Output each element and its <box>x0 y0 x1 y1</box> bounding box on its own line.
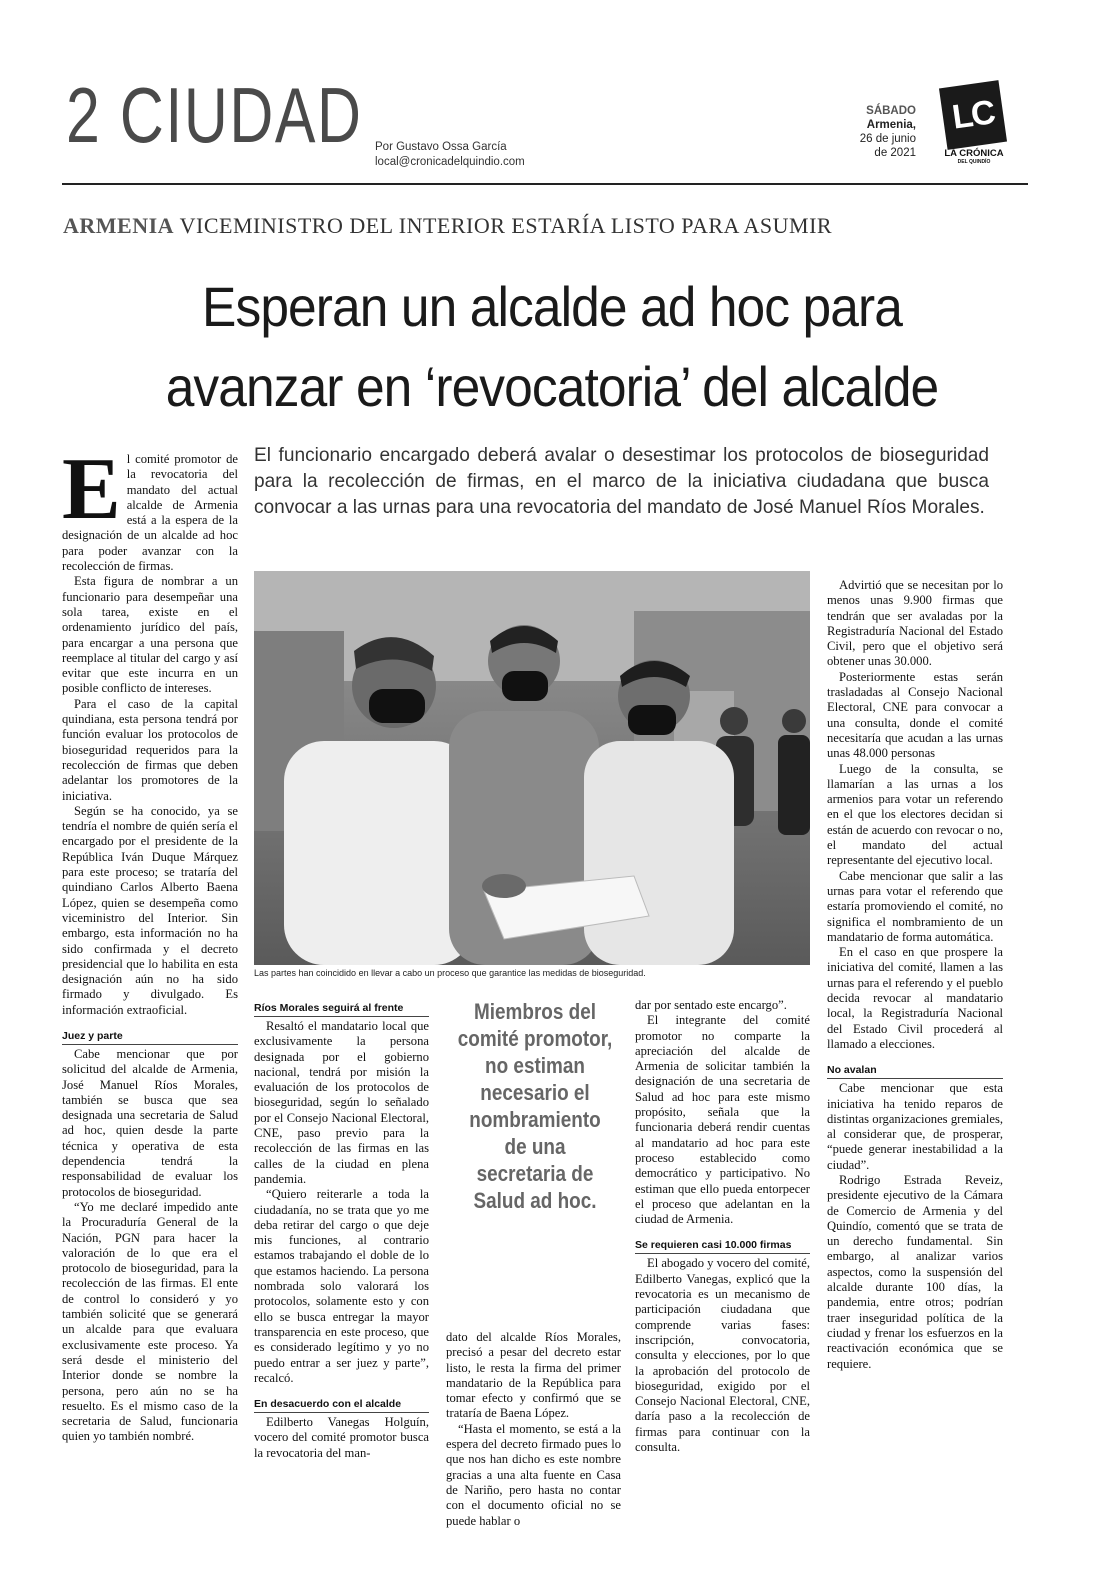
kicker-text: VICEMINISTRO DEL INTERIOR ESTARÍA LISTO PARA ASUMIR <box>179 213 833 238</box>
author-email[interactable]: local@cronicadelquindio.com <box>375 156 525 168</box>
paragraph: Cabe mencionar que esta iniciativa ha tenido reparos de distintas organizaciones gremiales, al considerar que, de prosperar, “puede generar inestabilidad a la ciudad”. <box>827 1081 1003 1172</box>
pull-quote: Miembros del comité promotor, no estiman necesario el nombramiento de una secretaria de Salud ad hoc. <box>457 999 613 1213</box>
newspaper-logo: LC <box>939 80 1007 150</box>
paragraph: En el caso en que prospere la iniciativa del comité, llamen a las urnas para el referendo y el pueblo decida revocar al mandatario local, la Registraduría Nacional del Estado Civil procederá al llamado a elecciones. <box>827 945 1003 1051</box>
subheading: No avalan <box>827 1064 1003 1079</box>
paragraph: “Yo me declaré impedido ante la Procuraduría General de la Nación, PGN para hacer la valoración de lo que era el protocolo de bioseguridad, para la recolección de las firmas. El ente de control lo consideró y yo también solicité que se generará un alcalde para que evaluara exclusivamente este proceso. Ya será desde el ministerio del Interior donde se nombre la persona, pero aún no se ha resuelto. Es el mismo caso de la secretaria de Salud, funcionaria quien yo también nombré. <box>62 1199 238 1444</box>
paragraph: Esta figura de nombrar a un funcionario para desempeñar una sola tarea, existe en el ordenamiento jurídico del país, para encargar a una persona que reemplace al titular del cargo y así evitar que este incurra en un posible conflicto de intereses. <box>62 574 238 696</box>
paragraph: “Quiero reiterarle a toda la ciudadanía, no se trata que yo me deba retirar del cargo o que deje mis funciones, al contrario estamos trabajando el doble de lo que estamos haciendo. La persona nombrada solo valorará los protocolos, solamente esto y con ello se busca entregar la mayor transparencia en este proceso, que es considerado legítimo y yo no puedo entrar a ser juez y parte”, recalcó. <box>254 1187 429 1385</box>
paragraph: Advirtió que se necesitan por lo menos unas 9.900 firmas que tendrán que ser avaladas por la Registraduría Nacional del Estado Civil, pero que el objetivo será obtener unas 30.000. <box>827 578 1003 669</box>
paragraph: Edilberto Vanegas Holguín, vocero del comité promotor busca la revocatoria del man- <box>254 1415 429 1460</box>
column-4 <box>635 998 810 1455</box>
newspaper-logo-name: LA CRÓNICA DEL QUINDÍO <box>944 148 1004 165</box>
subheading: Se requieren casi 10.000 firmas <box>635 1239 810 1254</box>
date-line-2: de 2021 <box>874 147 916 159</box>
kicker-place: ARMENIA <box>63 213 175 238</box>
subheading: Juez y parte <box>62 1030 238 1045</box>
byline <box>375 140 525 170</box>
subheading: En desacuerdo con el alcalde <box>254 1398 429 1413</box>
date-line-1: 26 de junio <box>859 133 916 145</box>
deck: El funcionario encargado deberá avalar o desestimar los protocolos de bioseguridad para la recolección de firmas, en el marco de la iniciativa ciudadana que busca convocar a las urnas para una revocatoria del mandato de José Manuel Ríos Morales. <box>254 444 989 518</box>
column-2 <box>254 1002 429 1461</box>
paragraph: Cabe mencionar que por solicitud del alcalde de Armenia, José Manuel Ríos Morales, también se busca que sea designada una secretaria de Salud ad hoc, quien desde la parte técnica y operativa de esta dependencia tendrá la responsabilidad de evaluar los protocolos de bioseguridad. <box>62 1046 238 1199</box>
paragraph: Cabe mencionar que salir a las urnas para votar el referendo que estaría promoviendo el comité, no significa el nombramiento de un mandatario de forma automática. <box>827 868 1003 944</box>
weekday: SÁBADO <box>866 105 916 117</box>
paragraph: dar por sentado este encargo”. <box>635 998 787 1012</box>
paragraph: “Hasta el momento, se está a la espera del decreto firmado pues lo que nos han dicho es este nombre gracias a una alta fuente en Casa de Nariño, pero hasta no contar con el documento oficial no se puede hablar o <box>446 1421 621 1528</box>
paragraph: dato del alcalde Ríos Morales, precisó a pesar del decreto estar listo, le resta la firma del primer mandatario de la República para tomar efecto y confirmó que se trataría de Baena López. <box>446 1330 621 1421</box>
subheading: Ríos Morales seguirá al frente <box>254 1002 429 1017</box>
photo-caption: Las partes han coincidido en llevar a cabo un proceso que garantice las medidas de bioseguridad. <box>254 968 646 978</box>
paragraph: Para el caso de la capital quindiana, esta persona tendrá por función evaluar los protocolos de bioseguridad requeridos para la recolección de firmas que deben adelantar los promotores de la iniciativa. <box>62 696 238 803</box>
article-photo <box>254 571 810 965</box>
headline: Esperan un alcalde ad hoc para avanzar en ‘revocatoria’ del alcalde <box>165 275 939 418</box>
kicker <box>63 213 832 239</box>
header-rule <box>62 183 1028 185</box>
lead-paragraph: El comité promotor de la revocatoria del mandato del actual alcalde de Armenia está a la espera de la designación de un alcalde ad hoc para poder avanzar con la recolección de firmas. <box>62 441 238 574</box>
section-title: 2 CIUDAD <box>66 71 363 159</box>
dateline-city: Armenia, <box>866 119 916 131</box>
paragraph: Posteriormente estas serán trasladadas al Consejo Nacional Electoral, CNE para convocar a una consulta, donde el comité necesitaría que acudan a las urnas unas 48.000 personas <box>827 669 1003 761</box>
column-5 <box>827 578 1003 1372</box>
date-block <box>860 104 916 160</box>
paragraph: Resaltó el mandatario local que exclusivamente la persona designada por el gobierno nacional, tendrá por misión la evaluación de los protocolos de bioseguridad, según lo señalado por el Consejo Nacional Electoral, CNE, paso previo para la recolección de las firmas en las calles de la ciudad en plena pandemia. <box>254 1019 429 1186</box>
photo-illustration <box>254 571 810 965</box>
paragraph: Luego de la consulta, se llamarían a las urnas a los armenios para votar un referendo en el que los electores decidan si están de acuerdo con revocar o no, el mandato del actual representante del ejecutivo local. <box>827 761 1003 868</box>
column-1 <box>62 441 238 1445</box>
paragraph: El abogado y vocero del comité, Edilberto Vanegas, explicó que la revocatoria es un mecanismo de participación ciudadana que comprende varias fases: inscripción, convocatoria, consulta y elecciones, por lo que la aprobación del protocolo de bioseguridad, exigido por el Consejo Nacional Electoral, CNE, daría paso a la recolección de firmas para continuar con la consulta. <box>635 1256 810 1455</box>
author: Por Gustavo Ossa García <box>375 141 507 153</box>
paragraph: Según se ha conocido, ya se tendría el nombre de quién sería el encargado por el presidente de la República Iván Duque Márquez para este proceso; se trataría del quindiano Carlos Alberto Baena López, quien se desempeña como viceministro del Interior. Sin embargo, esta información no ha sido confirmada y el decreto presidencial que lo habilita en esta designación aún no ha sido firmado y divulgado. Es información extraoficial. <box>62 803 238 1017</box>
drop-cap: E <box>62 441 121 538</box>
paragraph: Rodrigo Estrada Reveiz, presidente ejecutivo de la Cámara de Comercio de Armenia y del Quindío, comentó que se trata de un derecho fundamental. Sin embargo, al analizar varios aspectos, como la suspensión del alcalde durante 100 días, la pandemia, entre otros; podrían traer inseguridad política de la ciudad y frenar los esfuerzos en la reactivación económica que se requiere. <box>827 1172 1003 1371</box>
column-3 <box>446 1330 621 1529</box>
paragraph: El integrante del comité promotor no comparte la apreciación del alcalde de Armenia de solicitar también la designación de una secretaria de Salud ad hoc para este mismo propósito, señala que la funcionaria deberá rendir cuentas al mandatario ad hoc para este proceso establecido como democrático y participativo. No estiman que ello pueda entorpecer el proceso que adelantan en la ciudad de Armenia. <box>635 1013 810 1227</box>
